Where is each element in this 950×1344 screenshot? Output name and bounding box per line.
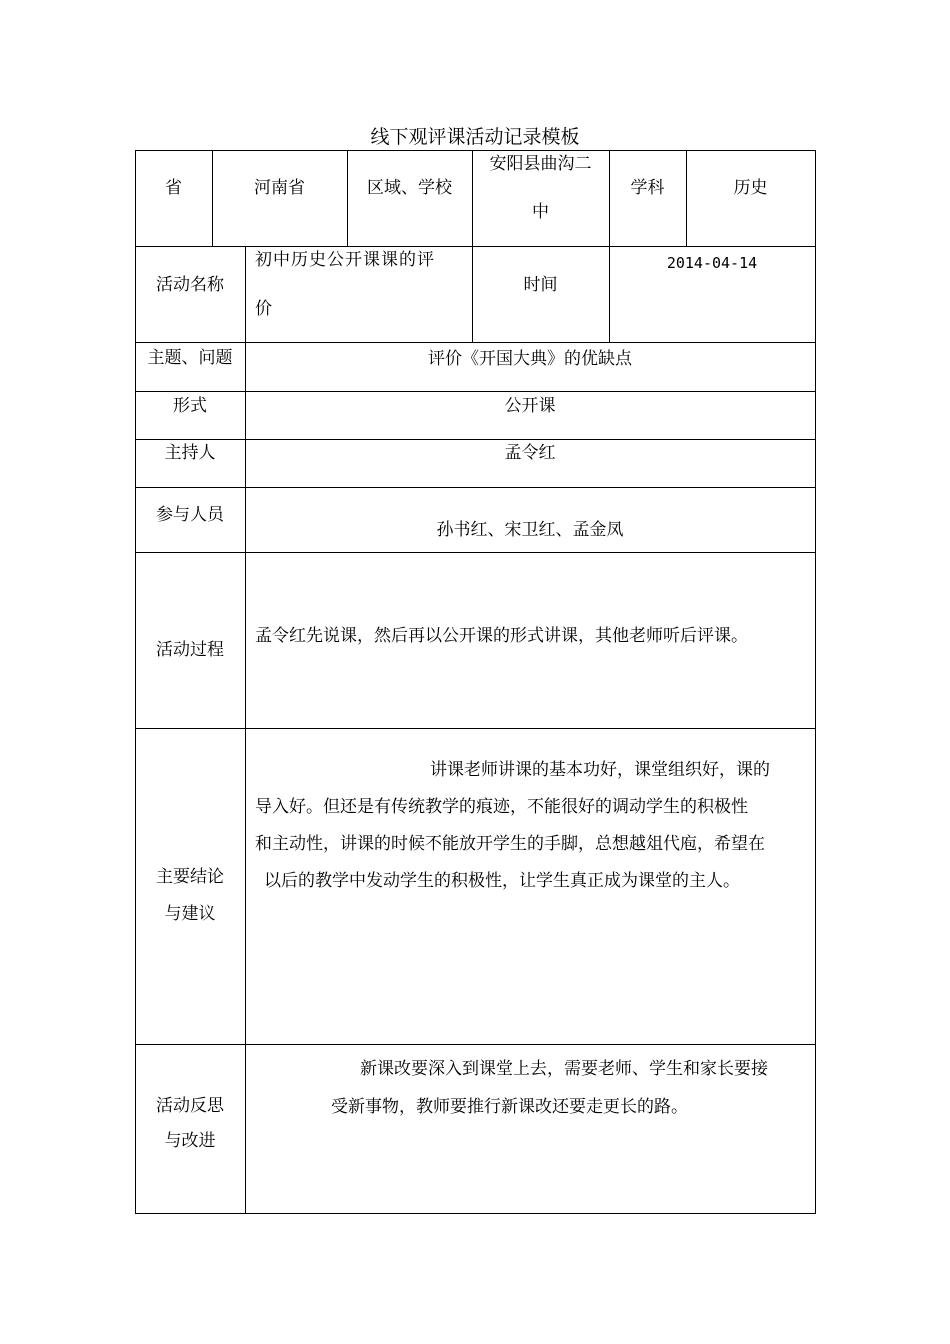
reflection-line1: 新课改要深入到课堂上去，需要老师、学生和家长要接	[360, 1059, 768, 1079]
topic-label: 主题、问题	[147, 348, 233, 368]
school-value-line2: 中	[532, 202, 549, 222]
participants-value: 孙书红、宋卫红、孟金凤	[436, 520, 624, 540]
activity-name-label: 活动名称	[156, 275, 224, 295]
province-value: 河南省	[254, 178, 305, 198]
school-value-line1: 安阳县曲沟二	[489, 154, 592, 174]
host-value: 孟令红	[504, 443, 556, 463]
process-label: 活动过程	[156, 640, 224, 660]
conclusion-line4: 以后的教学中发动学生的积极性，让学生真正成为课堂的主人。	[264, 871, 740, 891]
topic-value: 评价《开国大典》的优缺点	[428, 349, 632, 369]
conclusion-line2: 导入好。但还是有传统教学的痕迹，不能很好的调动学生的积极性	[255, 797, 748, 817]
conclusion-label-line2: 与建议	[164, 904, 216, 924]
conclusion-line3: 和主动性，讲课的时候不能放开学生的手脚，总想越俎代庖，希望在	[255, 834, 765, 854]
region-school-label: 区域、学校	[367, 178, 452, 198]
host-label: 主持人	[164, 443, 216, 463]
participants-label: 参与人员	[156, 505, 224, 525]
reflection-line2: 受新事物，教师要推行新课改还要走更长的路。	[331, 1097, 688, 1117]
province-label: 省	[165, 178, 182, 198]
reflection-label-line1: 活动反思	[156, 1096, 224, 1116]
subject-label: 学科	[630, 178, 665, 198]
process-value: 孟令红先说课，然后再以公开课的形式讲课，其他老师听后评课。	[255, 626, 748, 646]
conclusion-label-line1: 主要结论	[156, 867, 224, 887]
time-value: 2014-04-14	[666, 254, 758, 272]
conclusion-line1: 讲课老师讲课的基本功好，课堂组织好，课的	[430, 760, 770, 780]
time-label: 时间	[523, 275, 558, 295]
reflection-label-line2: 与改进	[164, 1131, 216, 1151]
activity-name-line1: 初中历史公开课课的评	[255, 250, 435, 270]
form-value: 公开课	[504, 396, 556, 416]
subject-value: 历史	[733, 178, 768, 198]
activity-name-line2: 价	[255, 299, 272, 319]
page-title: 线下观评课活动记录模板	[370, 126, 580, 148]
form-label: 形式	[173, 396, 207, 416]
